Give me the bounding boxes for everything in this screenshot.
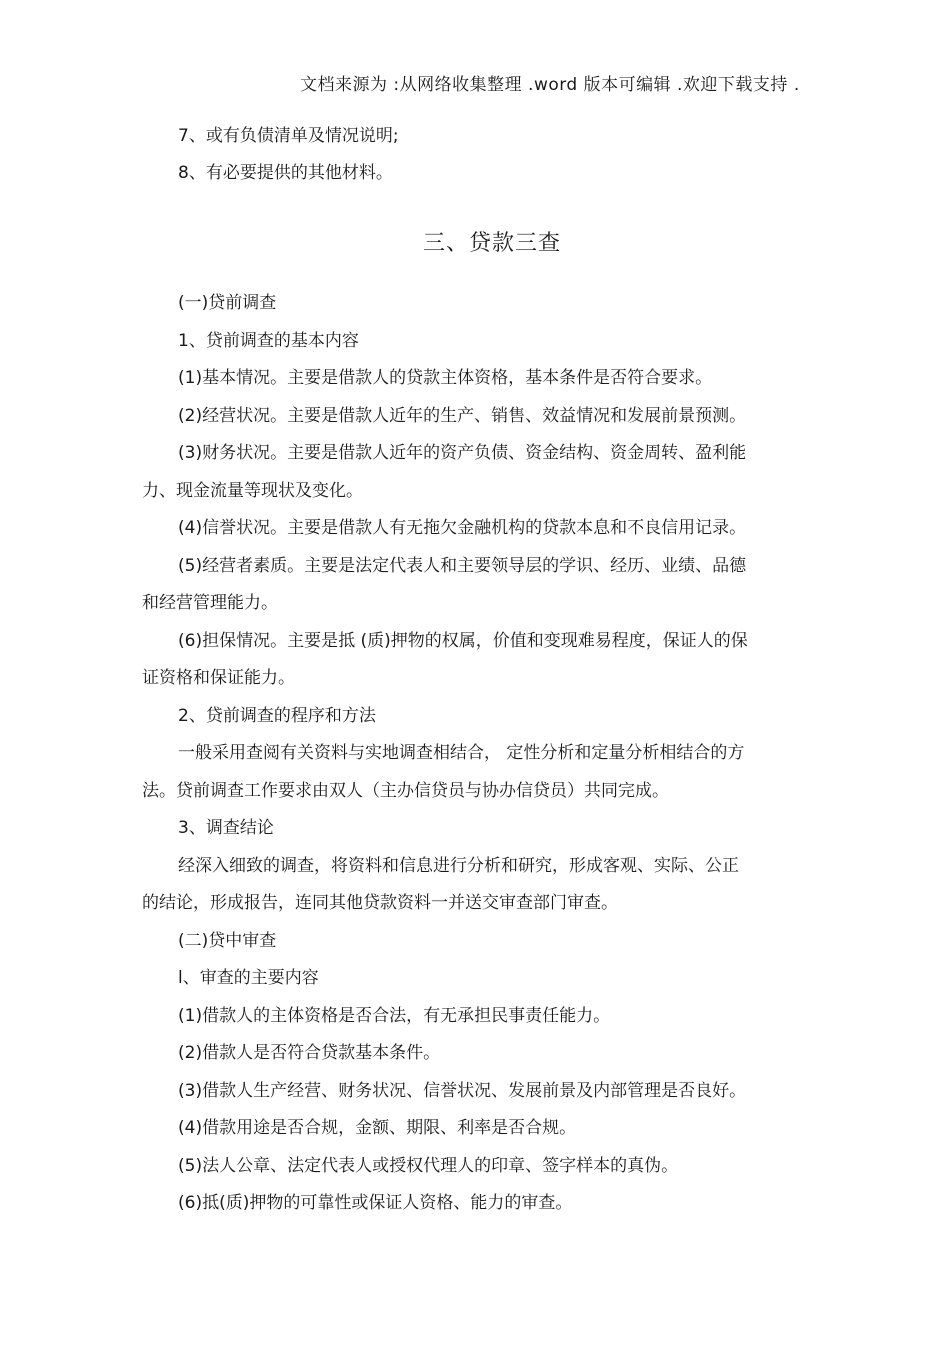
paragraph-financial-status-line2: 力、现金流量等现状及变化。 xyxy=(142,481,363,501)
section-title: 三、贷款三查 xyxy=(422,231,561,256)
item-heading-basic-content: 1、贷前调查的基本内容 xyxy=(178,331,359,351)
item-heading-procedure: 2、贷前调查的程序和方法 xyxy=(178,706,376,726)
source-note: 文档来源为 :从网络收集整理 .word 版本可编辑 .欢迎下载支持 . xyxy=(300,75,800,95)
review-item-1: (1)借款人的主体资格是否合法，有无承担民事责任能力。 xyxy=(178,1006,611,1026)
paragraph-conclusion-line1: 经深入细致的调查，将资料和信息进行分析和研究，形成客观、实际、公正 xyxy=(178,856,739,876)
paragraph-guarantee-line1: (6)担保情况。主要是抵 (质)押物的权属，价值和变现难易程度，保证人的保 xyxy=(178,631,748,651)
review-item-5: (5)法人公章、法定代表人或授权代理人的印章、签字样本的真伪。 xyxy=(178,1156,679,1176)
subsection-heading-pre-loan: (一)贷前调查 xyxy=(178,293,277,313)
review-item-6: (6)抵(质)押物的可靠性或保证人资格、能力的审查。 xyxy=(178,1193,573,1213)
paragraph-operating-status: (2)经营状况。主要是借款人近年的生产、销售、效益情况和发展前景预测。 xyxy=(178,406,747,426)
paragraph-operator-quality-line1: (5)经营者素质。主要是法定代表人和主要领导层的学识、经历、业绩、品德 xyxy=(178,556,747,576)
item-heading-review-content: l、审查的主要内容 xyxy=(178,968,319,988)
paragraph-financial-status-line1: (3)财务状况。主要是借款人近年的资产负债、资金结构、资金周转、盈利能 xyxy=(178,443,747,463)
review-item-3: (3)借款人生产经营、财务状况、信誉状况、发展前景及内部管理是否良好。 xyxy=(178,1081,747,1101)
paragraph-operator-quality-line2: 和经营管理能力。 xyxy=(142,593,278,613)
list-item-8: 8、有必要提供的其他材料。 xyxy=(178,163,393,183)
paragraph-method-line1: 一般采用查阅有关资料与实地调查相结合， 定性分析和定量分析相结合的方 xyxy=(178,743,745,763)
subsection-heading-in-loan: (二)贷中审查 xyxy=(178,931,277,951)
paragraph-basic-situation: (1)基本情况。主要是借款人的贷款主体资格，基本条件是否符合要求。 xyxy=(178,368,713,388)
item-heading-conclusion: 3、调查结论 xyxy=(178,818,274,838)
review-item-4: (4)借款用途是否合规，金额、期限、利率是否合规。 xyxy=(178,1118,577,1138)
paragraph-conclusion-line2: 的结论，形成报告，连同其他贷款资料一并送交审查部门审查。 xyxy=(142,893,618,913)
paragraph-method-line2: 法。贷前调查工作要求由双人（主办信贷员与协办信贷员）共同完成。 xyxy=(142,781,669,801)
paragraph-credit-status: (4)信誉状况。主要是借款人有无拖欠金融机构的贷款本息和不良信用记录。 xyxy=(178,518,747,538)
list-item-7: 7、或有负债清单及情况说明; xyxy=(178,126,399,146)
paragraph-guarantee-line2: 证资格和保证能力。 xyxy=(142,668,295,688)
review-item-2: (2)借款人是否符合贷款基本条件。 xyxy=(178,1043,441,1063)
